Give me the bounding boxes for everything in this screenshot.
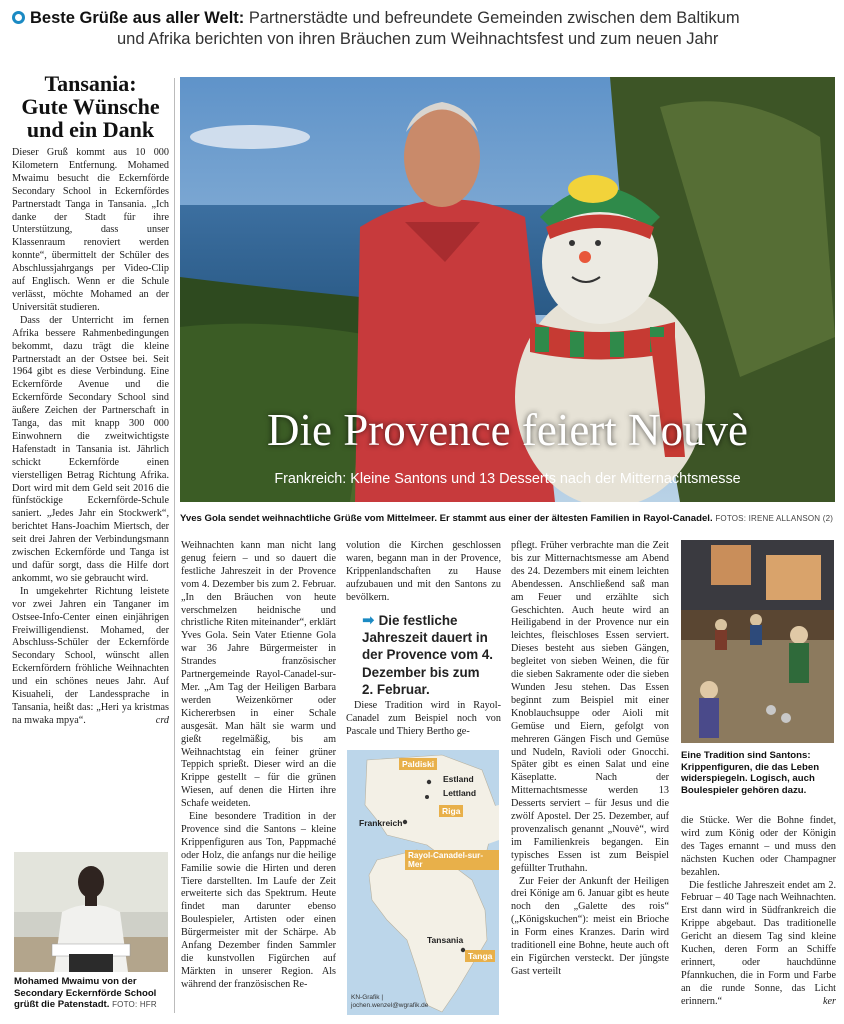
- col2-paragraph-2-box: [346, 700, 501, 739]
- pull-quote: [362, 612, 494, 698]
- provence-column-2: [346, 540, 501, 610]
- tansania-title: [12, 72, 169, 141]
- column-rule: [174, 78, 175, 1013]
- provence-signature: ker: [822, 995, 836, 1007]
- map-label-frankreich: Frankreich: [359, 818, 403, 828]
- map-credit: [351, 994, 428, 1010]
- tansania-body: [12, 147, 169, 728]
- main-caption-text: Yves Gola sendet weihnachtliche Grüße vom Mittelmeer. Er stammt aus einer der ältesten Familien in Rayol-Canadel.: [180, 513, 713, 524]
- student-photo-credit: FOTO: HFR: [112, 1000, 157, 1010]
- header-lead: Beste Grüße aus aller Welt:: [30, 9, 245, 27]
- col4-paragraph-2-text: Die festliche Jahreszeit endet am 2. Februar – 40 Tage nach Weihnachten. Erst dann wird in Südfrankreich die Krippe abgebaut. Das traditionelle Gericht an diesem Tag sind kleine Kuchen, deren Form an Schiffe erinnert, oder hauchdünne Pfannkuchen, die in Form und Farbe an die runde Sonne, das Licht erinnern.“: [681, 879, 836, 1007]
- tansania-title-line-2: Gute Wünsche: [21, 94, 160, 119]
- col4-paragraph-2: [681, 880, 836, 1009]
- map-label-tansania: Tansania: [427, 935, 464, 945]
- provence-column-1: [181, 540, 336, 1015]
- main-subheadline: Frankreich: Kleine Santons und 13 Desserts nach der Mitternachtsmesse: [274, 471, 741, 487]
- col3-paragraph-2: Zur Feier der Ankunft der Heiligen drei Könige am 6. Januar gibt es heute noch den „Galette des rois“ („Königskuchen“): meist ein Brioche in Form eines Kranzes. Darin wird traditionell eine Bohne, heute auch oft ein Figürchen versteckt. Der jüngste Gast verteilt: [511, 875, 669, 977]
- tansania-paragraph-1: Dieser Gruß kommt aus 10 000 Kilometern Entfernung. Mohamed Mwaimu besucht die Eckernförde Secondary School in Eckernfördes Partnerstadt Tanga in Tansania. „Ich danke der Stadt für ihre Unterstützung, dass unser Klassenraum renoviert werden konnte“, übermittelt der Schüler des Abschlussjahrgangs per Video-Clip auf Englisch. Wenn er die Schule verlässt, möchte Mohamed an der Universität studieren.: [12, 147, 169, 313]
- student-photo-caption: [14, 976, 172, 1011]
- header-text-1: Partnerstädte und befreundete Gemeinden zwischen dem Baltikum: [244, 9, 740, 27]
- paldiski-dot: [427, 780, 431, 784]
- tansania-paragraph-2: Dass der Unterricht im fernen Afrika bessere Rahmenbedingungen bekommt, dazu trägt die kleine Partnerstadt an der Ostsee bei. Seit 1964 gibt es diese Verbindung. Eine Eckernförde Avenue und die Eckernförde Secondary School sind äußere Zeichen der Partnerschaft in Tanga, das mit knapp 300 000 Einwohnern die zweitwichtigste Hafenstadt in Tansania ist. Jährlich schickt Eckernförde einen vierstelligen Betrag Richtung Afrika. Dort wird mit dem Geld seit 2016 die fünfstöckige Eckernförde-Schule saniert. „Jedes Jahr ein Stockwerk“, berichtet Hans-Joachim Miertsch, der seit drei Jahren der Verbindungsmann zwischen Eckernförde und Tanga ist und dafür sorgt, dass die Hilfe dort ankommt, wo sie gebraucht wird.: [12, 314, 169, 584]
- main-photo-caption: [180, 513, 840, 525]
- map-label-tanga: Tanga: [465, 950, 495, 962]
- map-label-estland: Estland: [443, 774, 474, 784]
- map-label-rayol: Rayol-Canadel-sur-Mer: [405, 850, 499, 870]
- tansania-article: [12, 72, 169, 728]
- main-photo-credit: FOTOS: IRENE ALLANSON (2): [715, 514, 834, 523]
- col4-paragraph-1: die Stücke. Wer die Bohne findet, wird zum König oder der Königin des Tages ernannt – und muss den nächsten Kuchen oder Champagner bezahlen.: [681, 815, 836, 878]
- map-credit-line-1: KN-Grafik |: [351, 994, 384, 1001]
- map-label-paldiski: Paldiski: [399, 758, 437, 770]
- map-label-lettland: Lettland: [443, 788, 477, 798]
- tansania-paragraph-3: [12, 586, 169, 728]
- bullet-circle-icon: [12, 11, 25, 24]
- col2-paragraph-1: volution die Kirchen geschlossen waren, begann man in der Provence, Krippenlandschaften zu Hause aufzubauen und mit den Santons zu bevölkern.: [346, 540, 501, 603]
- student-photo: [14, 852, 168, 972]
- tansania-signature: crd: [155, 714, 169, 726]
- map-label-riga: Riga: [439, 805, 463, 817]
- header-line-1: [12, 8, 832, 29]
- student-caption-text: Mohamed Mwaimu von der Secondary Eckernförde School grüßt die Patenstadt.: [14, 976, 157, 1011]
- col1-paragraph-1: Weihnachten kann man nicht lang genug feiern – und so dauert die festliche Jahreszeit in der Provence vom 4. Dezember bis zum 2. Februar. „In den Bräuchen von heute verschmelzen heidnische und christliche Riten miteinander“, erklärt Yves Gola. Sein Vater Etienne Gola war 36 Jahre Bürgermeister in Strandes französischer Partnergemeinde Rayol-Canadel-sur-Mer. „Am Tag der Heiligen Barbara werden Weizenkörner oder Kichererbsen in einer Schale ausgesät. Man hält sie warm und gießt regelmäßig, bis am Weihnachtstag ein feiner grüner Teppich sprießt. Dieser wird an die Krippe gestellt – für die grünen Wiesen, auf denen die Hirten ihre Schafe weideten.: [181, 540, 336, 810]
- arrow-right-icon: ➡: [362, 611, 375, 629]
- provence-column-4: [681, 815, 836, 1015]
- map-credit-line-2: jochen.wenzel@wgrafik.de: [351, 1002, 429, 1009]
- main-headline: Die Provence feiert Nouvè: [266, 405, 749, 455]
- tansania-title-line-1: Tansania:: [44, 71, 137, 96]
- header-line-2: und Afrika berichten von ihren Bräuchen zum Weihnachtsfest und zum neuen Jahr: [117, 30, 719, 48]
- santons-photo: [681, 540, 834, 743]
- col1-paragraph-2: Eine besondere Tradition in der Provence sind die Santons – kleine Krippenfiguren aus Ton, Pappmaché oder Holz, die anfangs nur die heilige Familie sowie die Hirten und deren Tiere darstellten. Im Laufe der Zeit erweiterte sich das Spektrum. Heute findet man darunter ebenso Boulespieler, Artisten oder einen Bürgermeister mit der Schärpe. Ab Anfang Dezember finden Sammler die kunstvollen Figürchen auf Märkten in unserer Region. Als während der französischen Re-: [181, 811, 336, 990]
- provence-column-3: [511, 540, 669, 1015]
- europe-africa-map: [347, 750, 499, 1015]
- pull-quote-text: Die festliche Jahreszeit dauert in der Provence vom 4. Dezember bis zum 2. Februar.: [362, 613, 493, 697]
- santons-caption: Eine Tradition sind Santons: Krippenfiguren, die das Leben widerspiegeln. Logisch, auch Boulespieler gehören dazu.: [681, 750, 820, 796]
- col3-paragraph-1: pflegt. Früher verbrachte man die Zeit bis zur Mitternachtsmesse am Abend des 24. Dezembers mit einem leichten Abendessen. Anschließend saß man am Feuer und erzählte sich Geschichten. Auch heute wird an Heiligabend in der Provence nur ein leichtes, fleischloses Essen serviert. Dieses besteht aus sieben Gängen, begleitet von sieben Weinen, die für die sieben Sakramente oder die sieben Wunden Jesu stehen. Das Essen beginnt zum Beispiel mit einer Knoblauchsuppe oder Aioli mit Gemüse und Eiern, gefolgt von mehreren Gängen Fisch und Gemüse und Nudeln, Ravioli oder Gnocchi. Später gibt es einen Salat und eine Käseplatte. Nach der Mitternachtsmesse werden 13 Desserts serviert – für Jesus und die zwölf Apostel. Der 25. Dezember, auf provenzalisch genannt „Nouvè“, wird im Familienkreis begangen. Ein typisches Essen ist zum Beispiel gefüllter Truthahn.: [511, 540, 669, 874]
- page-header: [12, 8, 832, 50]
- tansania-paragraph-3-text: In umgekehrter Richtung leistete vor zwei Jahren ein Tanganer im Ostsee-Info-Center einen einjährigen Freiwilligendienst. Mohamed, der Abschluss-Schüler der Eckernförde Secondary School, wünscht allen Eckernfördern fröhliche Weihnachten und ein schönes neues Jahr. Auf Kisuaheli, der Landessprache in Tansania, heißt das: „Heri ya kristmas na mwaka mpya“.: [12, 585, 169, 726]
- tansania-title-line-3: und ein Dank: [26, 117, 155, 142]
- col2-paragraph-2: Diese Tradition wird in Rayol-Canadel zum Beispiel noch von Pascale und Thiery Bertho ge-: [346, 700, 501, 737]
